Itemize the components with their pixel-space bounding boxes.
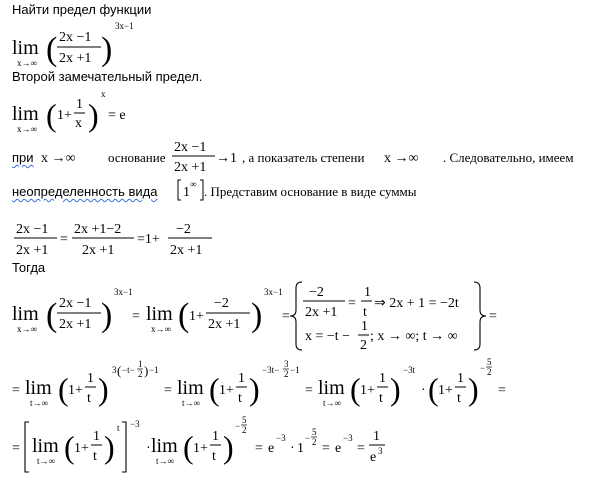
- base-as-sum-formula: [0, 213, 616, 263]
- x-to-infinity-2: x →∞: [384, 151, 419, 166]
- num-1-2: 1: [212, 429, 219, 444]
- den-t-4: t: [457, 391, 461, 406]
- one-base: 1: [183, 185, 190, 200]
- substitution-formula: [0, 276, 616, 358]
- remarkable-limit-heading: Второй замечательный предел.: [12, 69, 203, 84]
- fraction-numerator: 2x −1: [59, 296, 92, 311]
- svg-text:): ): [251, 297, 263, 334]
- system-equals: =: [348, 296, 356, 311]
- one-plus-4: 1+: [438, 383, 453, 398]
- exp-inner: −t−: [122, 365, 135, 375]
- explanation-indeterminacy: неопределенность вида: [12, 184, 158, 199]
- exp-minus3t-2: −3t: [403, 365, 416, 375]
- one-plus: 1+: [74, 441, 89, 456]
- limit-subscript: t→∞: [37, 456, 55, 466]
- exp-neg: −: [235, 421, 241, 431]
- limit-subscript-2: t→∞: [182, 398, 200, 408]
- svg-text:(: (: [64, 429, 75, 465]
- base-numerator: 2x −1: [174, 140, 207, 155]
- equals-3: =: [489, 309, 497, 324]
- tends-to-one: →1: [216, 151, 237, 166]
- lim-operator: lim: [32, 435, 59, 457]
- limit-subscript-2: x→∞: [151, 324, 171, 334]
- explanation-line-1: [0, 132, 616, 176]
- then-label: Тогда: [12, 260, 46, 275]
- equals-one-plus: =1+: [137, 232, 160, 247]
- left-paren: (: [46, 97, 57, 133]
- limit-subscript-3: t→∞: [323, 398, 341, 408]
- exp-half-den: 2: [138, 369, 143, 379]
- e-exp-minus3: −3: [276, 433, 286, 443]
- den-t: t: [87, 391, 91, 406]
- lim-operator: lim: [12, 37, 39, 59]
- exp-3-num: 3: [284, 359, 289, 369]
- lim-operator-2: lim: [146, 303, 173, 325]
- lim-operator-2: lim: [151, 435, 178, 457]
- one-plus-2: 1+: [219, 383, 234, 398]
- num-1: 1: [93, 429, 100, 444]
- one-plus: 1+: [57, 108, 72, 123]
- svg-text:(: (: [178, 297, 190, 334]
- equals: =: [12, 441, 20, 456]
- fraction-denominator: 2x +1: [59, 317, 92, 332]
- one-plus-2: 1+: [193, 441, 208, 456]
- result-den-exp: 3: [378, 446, 383, 456]
- svg-text:): ): [144, 363, 149, 378]
- lhs-numerator: 2x −1: [16, 222, 49, 237]
- result-den-e: e: [370, 450, 377, 465]
- svg-text:(: (: [58, 371, 69, 407]
- system-numerator: −2: [309, 285, 324, 300]
- explanation-represent: . Представим основание в виде суммы: [204, 184, 417, 199]
- num-1-2: 1: [238, 371, 245, 386]
- right-paren: ): [101, 31, 113, 68]
- final-result-formula: [0, 415, 616, 478]
- remarkable-limit-formula: [0, 86, 616, 138]
- problem-formula: [0, 14, 616, 72]
- one-plus: 1+: [68, 383, 83, 398]
- lim-operator-2: lim: [177, 377, 204, 399]
- exp-neg: −: [480, 363, 486, 373]
- exp-3: 3: [112, 365, 117, 375]
- svg-text:): ): [249, 371, 260, 407]
- svg-text:): ): [223, 429, 234, 465]
- e-base-2: e: [335, 441, 342, 456]
- fraction-numerator-2: −2: [214, 296, 229, 311]
- explanation-base-word: основание: [108, 150, 166, 165]
- exp-half-num: 1: [138, 359, 143, 369]
- fraction-denominator-2: 2x +1: [208, 317, 241, 332]
- exponent: 3x−1: [114, 287, 133, 297]
- svg-text:): ): [104, 429, 115, 465]
- one-exp-5-den: 2: [312, 437, 317, 447]
- exp-5-num: 5: [242, 415, 247, 425]
- equals-2: =: [282, 309, 290, 324]
- mid-numerator: 2x +1−2: [74, 222, 122, 237]
- svg-text:(: (: [350, 371, 361, 407]
- one-plus-3: 1+: [360, 383, 375, 398]
- den-t-3: t: [379, 391, 383, 406]
- x-to-infinity: x →∞: [41, 151, 76, 166]
- one-exp-5-num: 5: [312, 427, 317, 437]
- limit-subscript-2: t→∞: [156, 456, 174, 466]
- system-denominator: 2x +1: [305, 305, 338, 320]
- lim-operator: lim: [25, 377, 52, 399]
- exp-minus3: −3: [130, 419, 140, 429]
- svg-text:(: (: [117, 363, 122, 378]
- right-paren: ): [88, 97, 99, 133]
- equals-2: =: [255, 441, 263, 456]
- svg-text:): ): [390, 371, 401, 407]
- system-half-den: 2: [360, 338, 367, 353]
- system-half-num: 1: [361, 319, 368, 334]
- rhs-denominator: 2x +1: [170, 243, 203, 258]
- e-exp-minus3-2: −3: [343, 433, 353, 443]
- rhs-numerator: −2: [176, 222, 191, 237]
- e-base: e: [268, 441, 275, 456]
- exp-minus-1: −1: [149, 365, 159, 375]
- multiply-dot-2: ·: [290, 441, 295, 456]
- fraction-numerator: 2x −1: [59, 30, 92, 45]
- limit-subscript: x→∞: [17, 58, 37, 68]
- den-t-2: t: [212, 449, 216, 464]
- exp-minus-1-2: −1: [290, 365, 300, 375]
- svg-text:(: (: [183, 429, 194, 465]
- svg-text:): ): [468, 371, 479, 407]
- fraction-denominator: 2x +1: [59, 51, 92, 66]
- substituted-limits-formula: [0, 358, 616, 418]
- equals-e: = e: [108, 108, 126, 123]
- lim-operator: lim: [12, 103, 39, 125]
- num-1-3: 1: [379, 371, 386, 386]
- den-t-2: t: [238, 391, 242, 406]
- lim-operator-3: lim: [318, 377, 345, 399]
- num-1-4: 1: [457, 371, 464, 386]
- task-title: Найти предел функции: [12, 2, 152, 17]
- svg-text:(: (: [428, 371, 439, 407]
- equals-3: =: [322, 441, 330, 456]
- multiply-dot: ·: [146, 441, 151, 456]
- exp-5-den: 2: [242, 425, 247, 435]
- limit-subscript: x→∞: [17, 124, 37, 134]
- system-line-2: x = −t −: [305, 329, 351, 344]
- lhs-denominator: 2x +1: [16, 243, 49, 258]
- svg-text:(: (: [209, 371, 220, 407]
- explanation-at: при: [12, 150, 34, 165]
- fraction-denominator: x: [75, 116, 82, 131]
- one-plus: 1+: [189, 309, 204, 324]
- exponent: x: [101, 89, 106, 99]
- infinity-exponent: ∞: [190, 179, 197, 189]
- equals: =: [132, 309, 140, 324]
- system-one: 1: [364, 285, 371, 300]
- system-implication: ⇒ 2x + 1 = −2t: [374, 296, 459, 311]
- equals-4: =: [498, 383, 506, 398]
- one-exp-neg: −: [305, 433, 311, 443]
- base-denominator: 2x +1: [174, 160, 207, 175]
- exp-3-den: 2: [284, 369, 289, 379]
- mid-denominator: 2x +1: [82, 243, 115, 258]
- system-line-2-tail: ; x → ∞; t → ∞: [370, 329, 458, 344]
- exponent-2: 3x−1: [264, 287, 283, 297]
- one-base: 1: [297, 441, 304, 456]
- multiply-dot: ·: [421, 383, 426, 398]
- equals: =: [60, 232, 68, 247]
- den-t: t: [93, 449, 97, 464]
- result-num: 1: [373, 429, 380, 444]
- svg-text:): ): [98, 371, 109, 407]
- limit-subscript: x→∞: [17, 324, 37, 334]
- equals-4: =: [357, 441, 365, 456]
- fraction-numerator: 1: [76, 97, 83, 112]
- equals-3: =: [305, 383, 313, 398]
- num-1: 1: [87, 371, 94, 386]
- equals: =: [12, 383, 20, 398]
- left-paren: (: [46, 31, 58, 68]
- equals-2: =: [164, 383, 172, 398]
- exp-minus3t: −3t−: [262, 365, 280, 375]
- explanation-exponent-words: , а показатель степени: [242, 150, 365, 165]
- svg-text:(: (: [46, 297, 58, 334]
- exp-5-den: 2: [487, 367, 492, 377]
- svg-text:): ): [101, 297, 113, 334]
- indeterminacy-form: [0, 176, 616, 204]
- explanation-therefore: . Следовательно, имеем: [443, 150, 574, 165]
- lim-operator: lim: [12, 303, 39, 325]
- limit-subscript: t→∞: [30, 398, 48, 408]
- system-t: t: [363, 305, 367, 320]
- exp-5-num: 5: [487, 357, 492, 367]
- exp-t: t: [117, 423, 120, 433]
- exponent: 3x−1: [115, 21, 134, 31]
